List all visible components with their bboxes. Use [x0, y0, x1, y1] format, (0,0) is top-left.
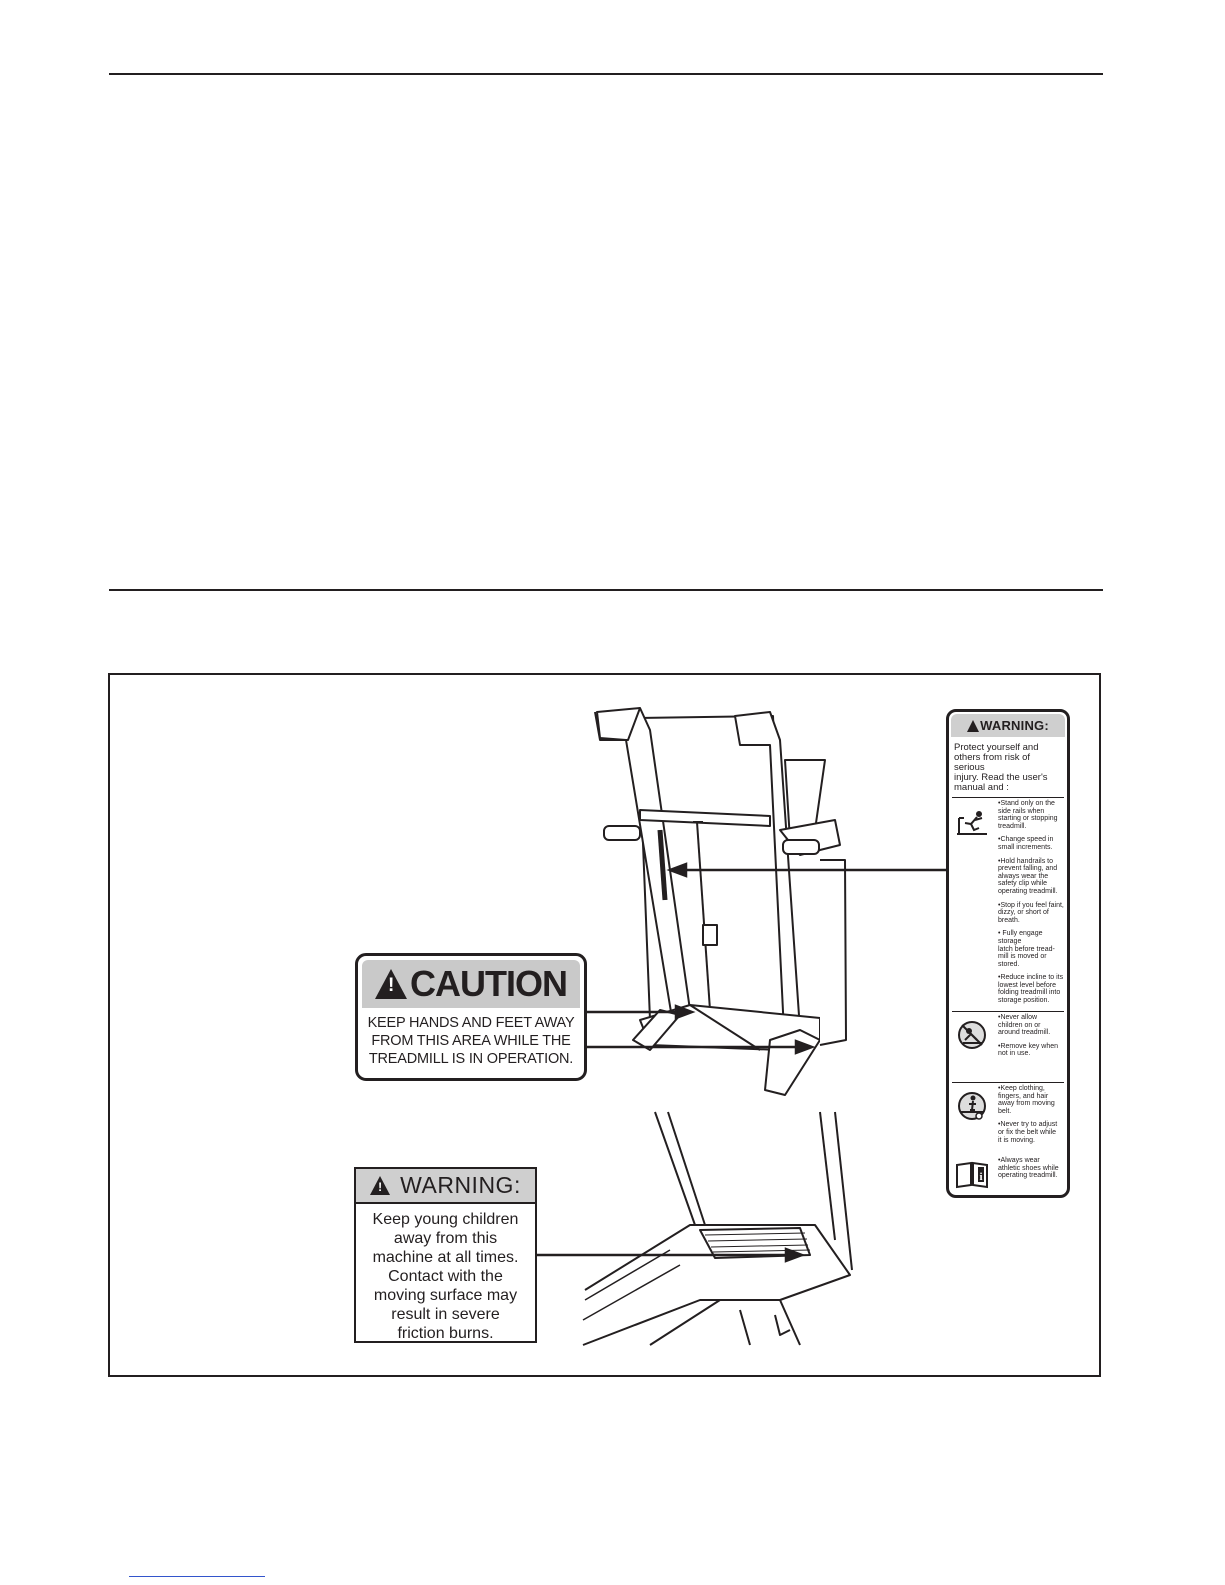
caution-title: CAUTION: [410, 963, 567, 1004]
warning-item-line: •Change speed in: [998, 836, 1054, 844]
children-warning-line: friction burns.: [397, 1325, 494, 1342]
warning-section-children: [952, 1011, 1064, 1082]
children-warning-line: result in severe: [391, 1306, 500, 1323]
warning-item-line: athletic shoes while: [998, 1164, 1059, 1172]
warning-item: [998, 1121, 1064, 1144]
warning-item-line: safety clip while: [998, 880, 1048, 888]
warning-item-line: storage position.: [998, 997, 1050, 1005]
warning-item-line: •Reduce incline to its: [998, 974, 1064, 982]
warning-item-line: treadmill.: [998, 822, 1027, 830]
read-manual-icon: [955, 1159, 989, 1189]
warning-item-line: •Always wear: [998, 1157, 1040, 1164]
warning-item: [998, 1085, 1064, 1115]
warning-item-line: •Never allow: [998, 1014, 1038, 1021]
caution-line: KEEP HANDS AND FEET AWAY: [367, 1015, 575, 1031]
warning-item: [998, 858, 1064, 896]
children-warning-line: Keep young children: [372, 1211, 519, 1228]
intro-line: manual and :: [954, 782, 1009, 793]
intro-line: Protect yourself and: [954, 742, 1039, 753]
warning-item: [998, 974, 1064, 1004]
warning-item-line: •Remove key when: [998, 1042, 1059, 1050]
caution-text: [358, 1008, 584, 1068]
warning-section-operation: [952, 797, 1064, 1011]
warning-item-line: small increments.: [998, 843, 1053, 851]
warning-item-line: operating treadmill.: [998, 1172, 1058, 1180]
warning-triangle-icon: [967, 720, 979, 732]
warning-item-line: •Stop if you feel faint,: [998, 901, 1064, 909]
svg-text:i: i: [979, 1171, 983, 1183]
warning-item-line: away from moving: [998, 1100, 1055, 1108]
children-warning-line: Contact with the: [388, 1268, 503, 1285]
warning-item: [998, 800, 1064, 830]
warning-item-line: side rails when: [998, 807, 1045, 815]
warning-item-line: latch before tread-: [998, 945, 1055, 953]
warning-item-line: always wear the: [998, 872, 1049, 880]
warning-item-line: lowest level before: [998, 981, 1056, 989]
warning-items: [998, 798, 1064, 1005]
warning-item: [998, 1014, 1064, 1037]
safety-warning-decal: [946, 709, 1070, 1198]
footer-link-underline: [129, 1576, 265, 1577]
children-warning-line: machine at all times.: [372, 1249, 519, 1266]
warning-item: [998, 902, 1064, 925]
children-warning-header: [356, 1169, 535, 1204]
warning-section-belt: [952, 1082, 1064, 1155]
warning-item: [998, 1043, 1064, 1058]
warning-item-line: •Hold handrails to: [998, 857, 1053, 865]
warning-item-line: stored.: [998, 960, 1020, 968]
warning-item-line: fingers, and hair: [998, 1092, 1049, 1100]
caution-line: FROM THIS AREA WHILE THE: [371, 1033, 571, 1049]
warning-item: [998, 836, 1064, 851]
warning-item-line: or fix the belt while: [998, 1128, 1056, 1136]
safety-warning-intro: [949, 737, 1067, 797]
warning-item-line: •Never try to adjust: [998, 1121, 1058, 1129]
person-falling-icon: [955, 808, 989, 838]
warning-item-line: folding treadmill into: [998, 989, 1061, 997]
caution-header: [362, 960, 580, 1008]
warning-item-line: breath.: [998, 916, 1020, 924]
children-warning-text: [356, 1204, 535, 1343]
children-warning-title: WARNING:: [400, 1172, 521, 1198]
warning-item-line: around treadmill.: [998, 1029, 1051, 1037]
warning-item-line: •Keep clothing,: [998, 1085, 1045, 1092]
warning-items: [998, 1155, 1064, 1180]
warning-triangle-icon: !: [375, 969, 407, 999]
children-warning-line: moving surface may: [373, 1287, 518, 1304]
warning-item: [998, 1157, 1064, 1180]
caution-decal: [355, 953, 587, 1081]
warning-item-line: children on or: [998, 1021, 1041, 1029]
warning-item-line: it is moving.: [998, 1136, 1035, 1144]
warning-item-line: starting or stopping: [998, 815, 1058, 823]
warning-item-line: • Fully engage storage: [998, 930, 1043, 945]
warning-item: [998, 930, 1064, 968]
warning-item-line: dizzy, or short of: [998, 909, 1049, 917]
warning-item-line: prevent falling, and: [998, 865, 1058, 873]
warning-item-line: mill is moved or: [998, 953, 1047, 961]
warning-item-line: not in use.: [998, 1050, 1031, 1058]
warning-items: [998, 1012, 1064, 1058]
intro-line: injury. Read the user's: [954, 772, 1048, 783]
safety-warning-header: [951, 714, 1065, 737]
intro-line: others from risk of serious: [954, 752, 1031, 773]
caution-line: TREADMILL IS IN OPERATION.: [368, 1051, 574, 1067]
warning-item-line: operating treadmill.: [998, 887, 1058, 895]
safety-warning-title: WARNING:: [980, 718, 1049, 733]
moving-belt-hazard-icon: [955, 1091, 989, 1121]
children-warning-line: away from this: [393, 1230, 498, 1247]
warning-item-line: •Stand only on the: [998, 800, 1055, 807]
warning-items: [998, 1083, 1064, 1144]
warning-triangle-icon: !: [370, 1176, 390, 1195]
no-children-icon: [955, 1020, 989, 1050]
children-warning-decal: [354, 1167, 537, 1343]
warning-item-line: belt.: [998, 1107, 1012, 1115]
warning-section-shoes: [952, 1155, 1064, 1195]
